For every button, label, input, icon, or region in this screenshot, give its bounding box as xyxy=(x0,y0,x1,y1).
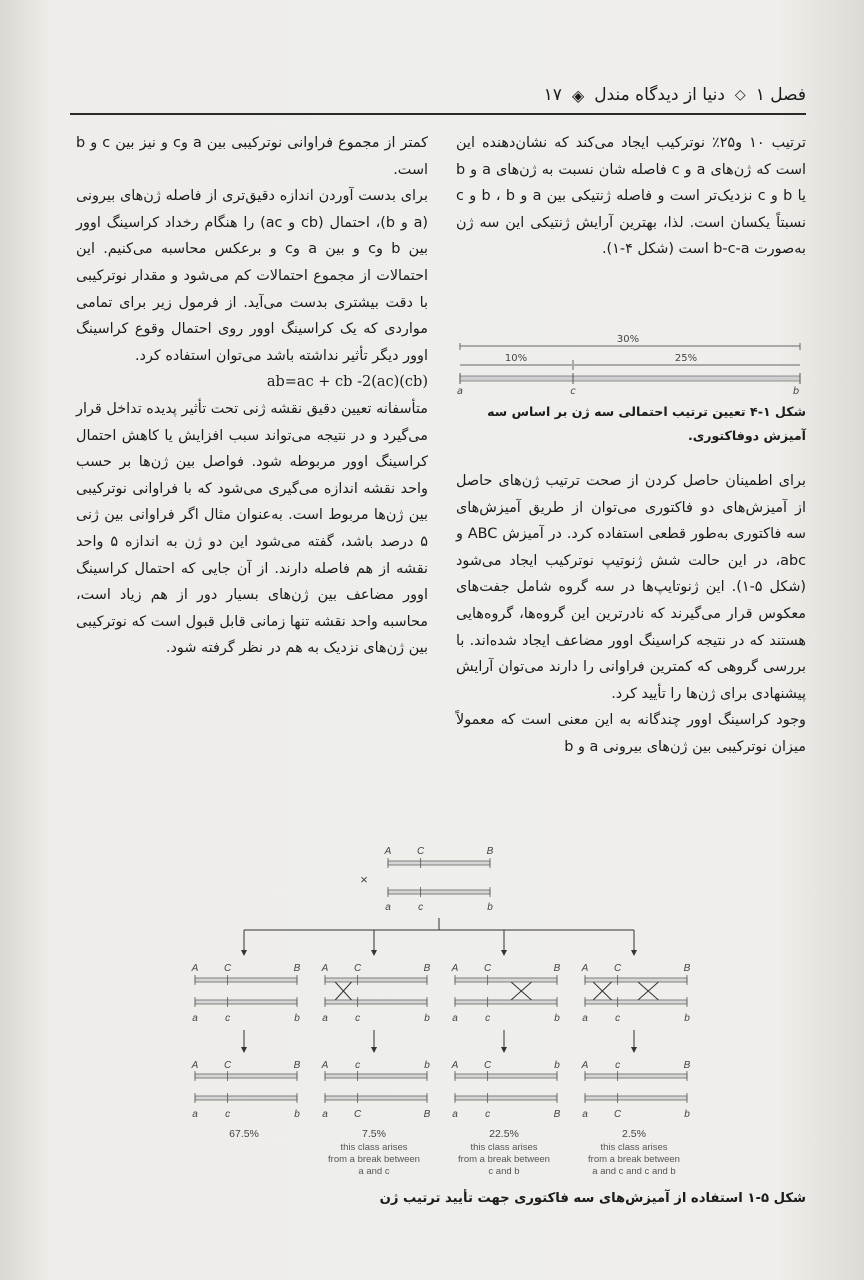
class-3-mid-bottom-label: a xyxy=(452,1013,458,1024)
paragraph: برای اطمینان حاصل کردن از صحت ترتیب ژن‌های حاصل از آمیزش‌های دو فاکتوری می‌توان از طریق آمیزش‌های سه فاکتوری به‌طور قطعی استفاده کرد. در آمیزش ABC و abc، در این حالت شش ژنوتیپ نوترکیب ایجاد می‌شود (شکل ۵-۱). این ژنوتایپ‌ها در سه گروه شامل جفت‌های معکوس قرار می‌گیرند که نادرترین این گروه‌ها، گروه‌هایی هستند که در نتیجه کراسینگ اوور مضاعف ایجاد شده‌اند. با بررسی گروهی که کمترین فراوانی را دارند می‌توان آرایش پیشنهادی برای ژن‌ها را تأیید کرد. xyxy=(456,473,807,702)
parent-chromosome-top xyxy=(388,861,490,865)
right-column-continued xyxy=(456,468,806,761)
class-2-result-bottom-label: C xyxy=(354,1109,362,1120)
arrow-head-icon xyxy=(501,950,507,956)
arrow-head-icon xyxy=(371,950,377,956)
class-1-result-top-label: A xyxy=(191,1060,199,1071)
figure-1-5 xyxy=(186,840,706,1190)
class-2-mid-chromosome-top xyxy=(325,978,427,982)
chapter-title: دنیا از دیدگاه مندل xyxy=(594,85,725,105)
class-4-mid-top-label: C xyxy=(614,963,622,974)
class-2-percent: 7.5% xyxy=(362,1128,386,1140)
parent-top-gene-label: A xyxy=(384,846,392,857)
class-2-result-bottom-label: B xyxy=(423,1109,431,1120)
class-3-mid-top-label: A xyxy=(451,963,459,974)
class-3-mid-chromosome-bottom xyxy=(455,1000,557,1004)
class-3-result-bottom-label: B xyxy=(553,1109,561,1120)
parent-top-gene-label: C xyxy=(417,846,425,857)
class-2-mid-bottom-label: b xyxy=(424,1013,430,1024)
class-1-percent: 67.5% xyxy=(229,1128,259,1140)
header-rule xyxy=(70,113,806,115)
class-2-result-chromosome-top xyxy=(325,1074,427,1078)
class-3-description: c and b xyxy=(488,1166,520,1177)
class-1-mid-top-label: A xyxy=(191,963,199,974)
right-column xyxy=(456,130,806,263)
class-4-description: from a break between xyxy=(588,1154,680,1165)
arrow-head-icon xyxy=(241,1047,247,1053)
class-2-mid-top-label: C xyxy=(354,963,362,974)
class-3-result-chromosome-bottom xyxy=(455,1096,557,1100)
class-4-mid-bottom-label: b xyxy=(684,1013,690,1024)
class-1-mid-chromosome-bottom xyxy=(195,1000,297,1004)
left-column xyxy=(76,130,428,662)
chapter-label: فصل ۱ xyxy=(755,85,806,105)
class-1-mid-chromosome-top xyxy=(195,978,297,982)
class-1-mid-top-label: C xyxy=(224,963,232,974)
ac-distance-label: 10% xyxy=(504,353,528,364)
class-2-result-top-label: c xyxy=(355,1060,361,1071)
cb-distance-label: 25% xyxy=(674,353,698,364)
class-2-result-top-label: b xyxy=(424,1060,430,1071)
gene-b-label: b xyxy=(792,386,800,395)
class-3-result-top-label: A xyxy=(451,1060,459,1071)
paragraph: کمتر از مجموع فراوانی نوترکیبی بین a وc و نیز بین c و b است. xyxy=(76,135,428,178)
class-2-description: from a break between xyxy=(328,1154,420,1165)
total-distance-label: 30% xyxy=(616,334,640,345)
class-2-description: this class arises xyxy=(340,1142,408,1153)
class-4-result-chromosome-top xyxy=(585,1074,687,1078)
class-4-percent: 2.5% xyxy=(622,1128,646,1140)
class-4-description: this class arises xyxy=(600,1142,668,1153)
class-1-mid-top-label: B xyxy=(293,963,301,974)
class-1-mid-bottom-label: b xyxy=(294,1013,300,1024)
class-3-mid-bottom-label: c xyxy=(485,1013,491,1024)
class-3-percent: 22.5% xyxy=(489,1128,519,1140)
class-1-result-bottom-label: b xyxy=(294,1109,300,1120)
gene-c-label: c xyxy=(570,386,576,395)
figure-1-4 xyxy=(456,330,806,395)
class-4-mid-top-label: B xyxy=(683,963,691,974)
paragraph: متأسفانه تعیین دقیق نقشه ژنی تحت تأثیر پدیده تداخل قرار می‌گیرد و در نتیجه می‌تواند سبب افزایش یا کاهش احتمال کراسینگ اوور مربوطه شود. فواصل بین ژن‌ها بر حسب واحد نقشه اندازه می‌گیری می‌شود که با فراوانی نوترکیبی بین ژن‌ها مربوط است. به‌عنوان مثال اگر فراوانی بین ژنی ۵ درصد باشد، گفته می‌شود این دو ژن به اندازه ۵ واحد نقشه از هم فاصله دارند. از آن جایی که احتمال کراسینگ اوور مضاعف بین ژن‌های بسیار دور از هم زیاد است، محاسبه واحد نقشه تنها زمانی قابل قبول است که نوترکیبی بین ژن‌های نزدیک به هم در نظر گرفته شود. xyxy=(76,400,428,657)
class-4-result-chromosome-bottom xyxy=(585,1096,687,1100)
class-4-result-top-label: c xyxy=(615,1060,621,1071)
class-4-result-bottom-label: a xyxy=(582,1109,588,1120)
class-4-result-top-label: A xyxy=(581,1060,589,1071)
class-1-result-bottom-label: a xyxy=(192,1109,198,1120)
class-2-description: a and c xyxy=(358,1166,390,1177)
class-1-mid-bottom-label: a xyxy=(192,1013,198,1024)
class-3-result-bottom-label: a xyxy=(452,1109,458,1120)
class-3-result-bottom-label: c xyxy=(485,1109,491,1120)
class-2-result-top-label: A xyxy=(321,1060,329,1071)
parent-top-gene-label: B xyxy=(486,846,494,857)
paragraph: ترتیب ۱۰ و۲۵٪ نوترکیب ایجاد می‌کند که نشان‌دهنده این است که ژن‌های a و c فاصله شان نسبت به ژن‌های a و b یا b و c نزدیک‌تر است و فاصله ژنتیکی بین a و b ، b و c نسبتاً یکسان است. لذا، بهترین آرایش ژنتیکی این سه ژن به‌صورت b-c-a است (شکل ۴-۱). xyxy=(456,135,807,258)
class-4-mid-top-label: A xyxy=(581,963,589,974)
class-2-mid-top-label: A xyxy=(321,963,329,974)
arrow-head-icon xyxy=(501,1047,507,1053)
class-4-result-bottom-label: C xyxy=(614,1109,622,1120)
class-3-mid-bottom-label: b xyxy=(554,1013,560,1024)
arrow-head-icon xyxy=(631,1047,637,1053)
class-3-result-top-label: b xyxy=(554,1060,560,1071)
class-3-mid-chromosome-top xyxy=(455,978,557,982)
figure-1-5-caption: شکل ۵-۱ استفاده از آمیزش‌های سه فاکتوری جهت تأیید ترتیب ژن xyxy=(379,1191,806,1206)
diamond-outline-icon: ◇ xyxy=(734,87,746,103)
class-1-result-bottom-label: c xyxy=(225,1109,231,1120)
page-number: ۱۷ xyxy=(543,85,562,105)
class-2-mid-bottom-label: c xyxy=(355,1013,361,1024)
parent-bottom-gene-label: c xyxy=(418,902,424,913)
class-2-result-chromosome-bottom xyxy=(325,1096,427,1100)
running-header xyxy=(70,80,806,110)
class-4-result-bottom-label: b xyxy=(684,1109,690,1120)
class-1-result-chromosome-top xyxy=(195,1074,297,1078)
formula: ab=ac + cb -2(ac)(cb) xyxy=(266,374,428,391)
figure-1-4-caption: شکل ۱-۴ تعیین ترتیب احتمالی سه ژن بر اساس سه آمیزش دوفاکتوری. xyxy=(487,404,806,443)
class-2-result-bottom-label: a xyxy=(322,1109,328,1120)
parent-chromosome-bottom xyxy=(388,890,490,894)
gene-a-label: a xyxy=(456,386,464,395)
class-3-mid-top-label: B xyxy=(553,963,561,974)
arrow-head-icon xyxy=(241,950,247,956)
class-1-result-chromosome-bottom xyxy=(195,1096,297,1100)
paragraph: برای بدست آوردن اندازه دقیق‌تری از فاصله ژن‌های بیرونی (a و b)، احتمال (cb و ac) را هنگام رخداد کراسینگ اوور بین b وc و بین a وc و برعکس محاسبه می‌کنیم. این احتمالات از مجموع احتمالات کم می‌شود و مقدار نوترکیبی با دقت بیشتری بدست می‌آید. از فرمول زیر برای تمامی مواردی که یک کراسینگ اوور روی احتمال وقوع کراسینگ اوور دیگر تأثیر نداشته باشد می‌توان استفاده کرد. xyxy=(76,188,429,364)
class-3-mid-top-label: C xyxy=(484,963,492,974)
class-2-mid-chromosome-bottom xyxy=(325,1000,427,1004)
class-1-result-top-label: C xyxy=(224,1060,232,1071)
class-2-mid-top-label: B xyxy=(423,963,431,974)
class-3-description: this class arises xyxy=(470,1142,538,1153)
class-1-result-top-label: B xyxy=(293,1060,301,1071)
class-3-result-chromosome-top xyxy=(455,1074,557,1078)
cross-symbol: × xyxy=(360,872,368,887)
class-2-mid-bottom-label: a xyxy=(322,1013,328,1024)
class-3-description: from a break between xyxy=(458,1154,550,1165)
diamond-filled-icon: ◈ xyxy=(571,85,585,105)
class-4-result-top-label: B xyxy=(683,1060,691,1071)
class-4-mid-bottom-label: c xyxy=(615,1013,621,1024)
class-4-mid-bottom-label: a xyxy=(582,1013,588,1024)
paragraph: وجود کراسینگ اوور چندگانه به این معنی است که معمولاً میزان نوترکیبی بین ژن‌های بیرونی a و b xyxy=(456,712,806,755)
class-1-mid-bottom-label: c xyxy=(225,1013,231,1024)
class-4-description: a and c and c and b xyxy=(592,1166,676,1177)
class-4-mid-chromosome-top xyxy=(585,978,687,982)
arrow-head-icon xyxy=(631,950,637,956)
parent-bottom-gene-label: a xyxy=(385,902,391,913)
parent-bottom-gene-label: b xyxy=(487,902,493,913)
class-3-result-top-label: C xyxy=(484,1060,492,1071)
class-4-mid-chromosome-bottom xyxy=(585,1000,687,1004)
arrow-head-icon xyxy=(371,1047,377,1053)
